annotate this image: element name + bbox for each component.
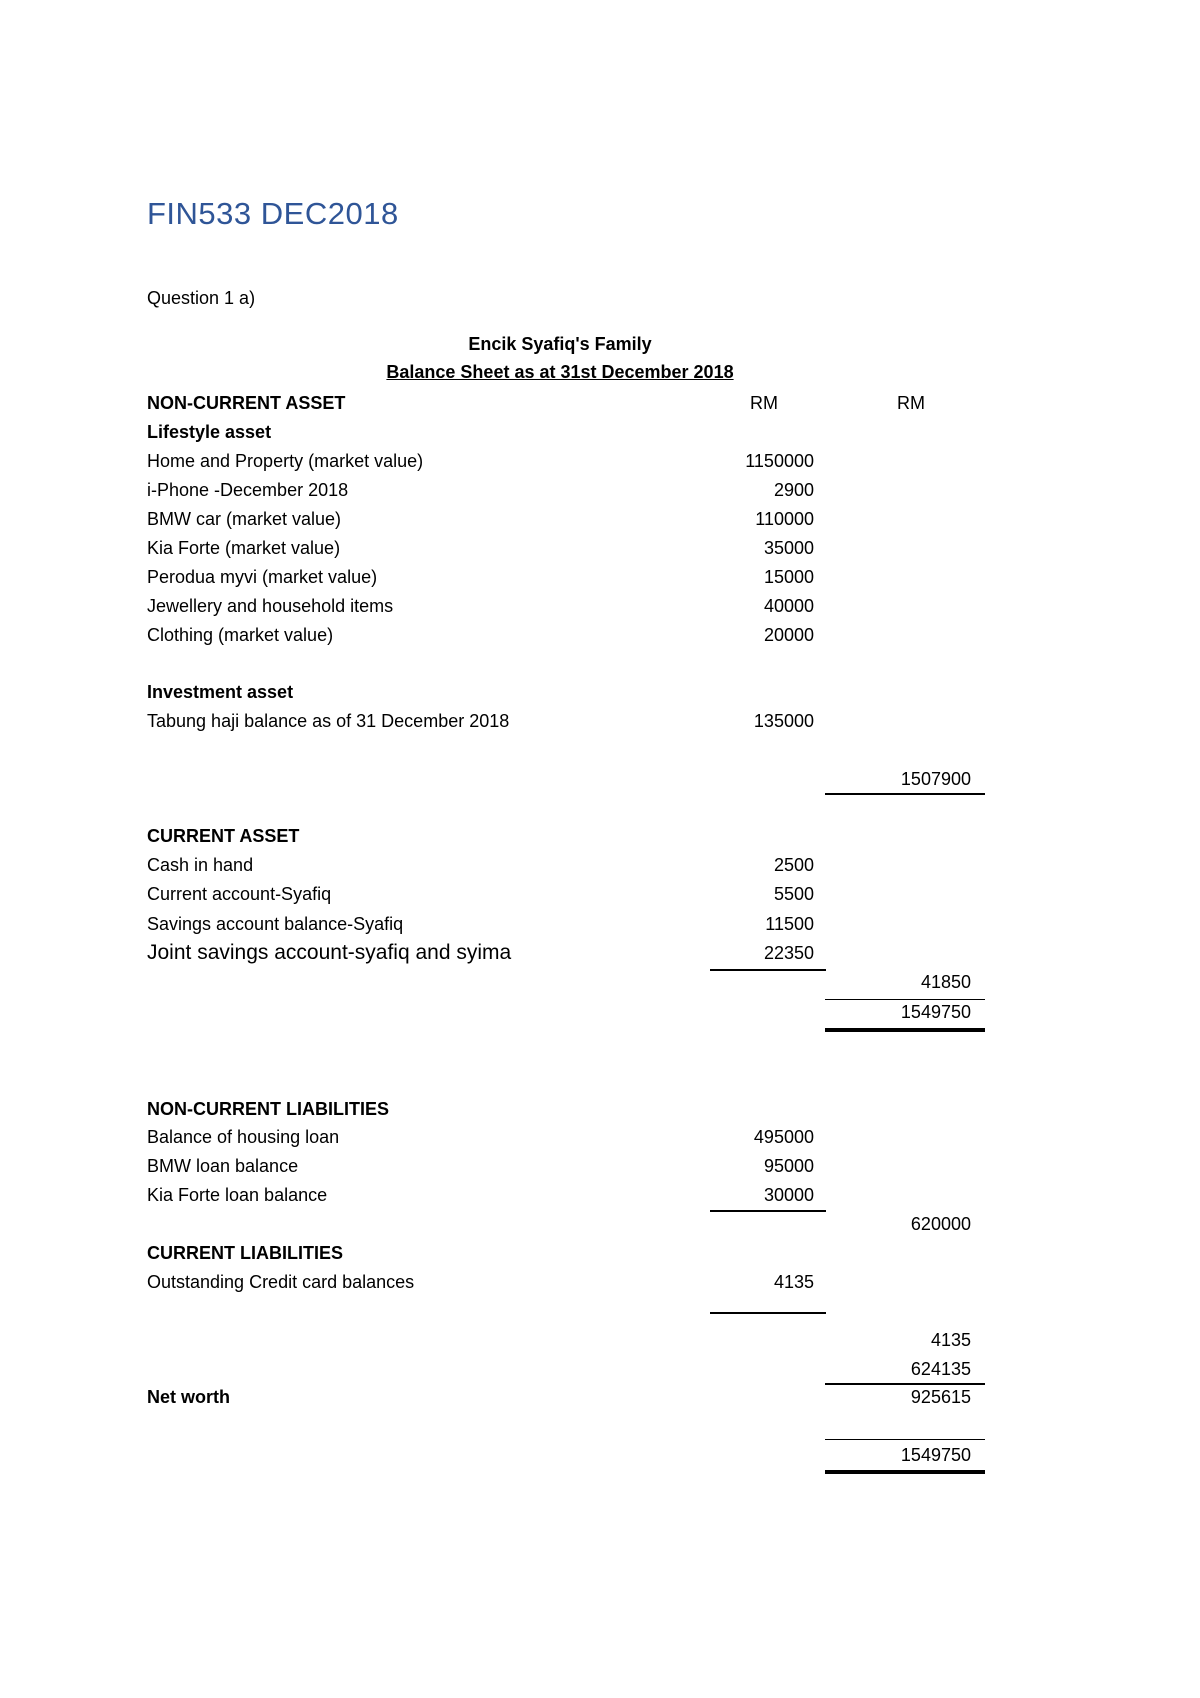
- item-label: Tabung haji balance as of 31 December 2018: [147, 711, 510, 731]
- section-label: NON-CURRENT LIABILITIES: [147, 1099, 389, 1119]
- subtotal-value: 1507900: [900, 769, 971, 789]
- current-liabilities-header-row: [147, 1240, 987, 1266]
- line-item-row: [147, 593, 987, 619]
- line-item-row: [147, 1124, 987, 1150]
- item-value: 35000: [763, 538, 814, 558]
- total-underline: [825, 793, 985, 795]
- total-overline: [825, 1439, 985, 1440]
- total-assets-row: [147, 999, 987, 1025]
- total-liabilities-row: [147, 1356, 987, 1382]
- non-current-liabilities-header-row: [147, 1096, 987, 1122]
- balance-sheet-heading: Balance Sheet as at 31st December 2018: [386, 362, 734, 382]
- item-label: Home and Property (market value): [147, 451, 424, 471]
- double-underline: [825, 1028, 985, 1032]
- total-liabilities-value: 624135: [910, 1359, 971, 1379]
- line-item-row: [147, 940, 987, 966]
- double-underline: [825, 1470, 985, 1474]
- current-asset-header-row: [147, 823, 987, 849]
- item-label: Clothing (market value): [147, 625, 334, 645]
- column-header-rm-1: RM: [750, 393, 778, 413]
- grand-total-row: [147, 1442, 987, 1468]
- line-item-row: [147, 448, 987, 474]
- item-value: 1150000: [745, 451, 814, 471]
- section-label: CURRENT LIABILITIES: [147, 1243, 343, 1263]
- lifestyle-asset-subheader: [147, 419, 987, 445]
- non-current-asset-header-row: [147, 390, 987, 416]
- column-underline: [710, 1312, 826, 1314]
- line-item-row: [147, 622, 987, 648]
- entity-name: Encik Syafiq's Family: [468, 334, 652, 354]
- item-value: 5500: [773, 884, 814, 904]
- grand-total-value: 1549750: [900, 1445, 971, 1465]
- subtotal-value: 4135: [930, 1330, 971, 1350]
- subsection-label: Lifestyle asset: [147, 422, 272, 442]
- non-current-asset-total-row: [147, 766, 987, 792]
- item-value: 15000: [763, 567, 814, 587]
- line-item-row: [147, 1182, 987, 1208]
- question-label: Question 1 a): [147, 288, 256, 308]
- item-value: 110000: [755, 509, 814, 529]
- net-worth-label: Net worth: [147, 1387, 230, 1407]
- non-current-liabilities-total-row: [147, 1211, 987, 1237]
- item-value: 30000: [763, 1185, 814, 1205]
- item-value: 2900: [773, 480, 814, 500]
- line-item-row: [147, 881, 987, 907]
- subtotal-value: 620000: [910, 1214, 971, 1234]
- subtotal-value: 41850: [920, 972, 971, 992]
- column-header-rm-2: RM: [897, 393, 925, 413]
- item-label: Cash in hand: [147, 855, 254, 875]
- line-item-row: [147, 535, 987, 561]
- item-label: BMW car (market value): [147, 509, 342, 529]
- current-liabilities-total-row: [147, 1327, 987, 1353]
- item-value: 135000: [753, 711, 814, 731]
- item-label: Savings account balance-Syafiq: [147, 914, 404, 934]
- item-value: 20000: [763, 625, 814, 645]
- subsection-label: Investment asset: [147, 682, 294, 702]
- section-label: NON-CURRENT ASSET: [147, 393, 346, 413]
- item-value: 4135: [773, 1272, 814, 1292]
- item-label: Balance of housing loan: [147, 1127, 340, 1147]
- item-value: 40000: [763, 596, 814, 616]
- item-label: Perodua myvi (market value): [147, 567, 378, 587]
- item-label: Kia Forte (market value): [147, 538, 341, 558]
- line-item-row: [147, 911, 987, 937]
- investment-asset-subheader: [147, 679, 987, 705]
- current-asset-total-row: [147, 969, 987, 995]
- net-worth-row: [147, 1384, 987, 1410]
- item-label: Kia Forte loan balance: [147, 1185, 328, 1205]
- item-value: 2500: [773, 855, 814, 875]
- line-item-row: [147, 564, 987, 590]
- item-label: Jewellery and household items: [147, 596, 394, 616]
- item-value: 495000: [753, 1127, 814, 1147]
- line-item-row: [147, 1153, 987, 1179]
- item-value: 11500: [765, 914, 814, 934]
- section-label: CURRENT ASSET: [147, 826, 300, 846]
- document-title: FIN533 DEC2018: [147, 196, 399, 231]
- total-assets-value: 1549750: [900, 1002, 971, 1022]
- item-label: BMW loan balance: [147, 1156, 299, 1176]
- line-item-row: [147, 852, 987, 878]
- item-value: 95000: [763, 1156, 814, 1176]
- line-item-row: [147, 477, 987, 503]
- item-label: Joint savings account-syafiq and syima: [147, 941, 512, 964]
- item-label: Current account-Syafiq: [147, 884, 332, 904]
- item-label: i-Phone -December 2018: [147, 480, 349, 500]
- line-item-row: [147, 1269, 987, 1295]
- line-item-row: [147, 506, 987, 532]
- item-label: Outstanding Credit card balances: [147, 1272, 415, 1292]
- net-worth-value: 925615: [910, 1387, 971, 1407]
- line-item-row: [147, 708, 987, 734]
- item-value: 22350: [763, 943, 814, 963]
